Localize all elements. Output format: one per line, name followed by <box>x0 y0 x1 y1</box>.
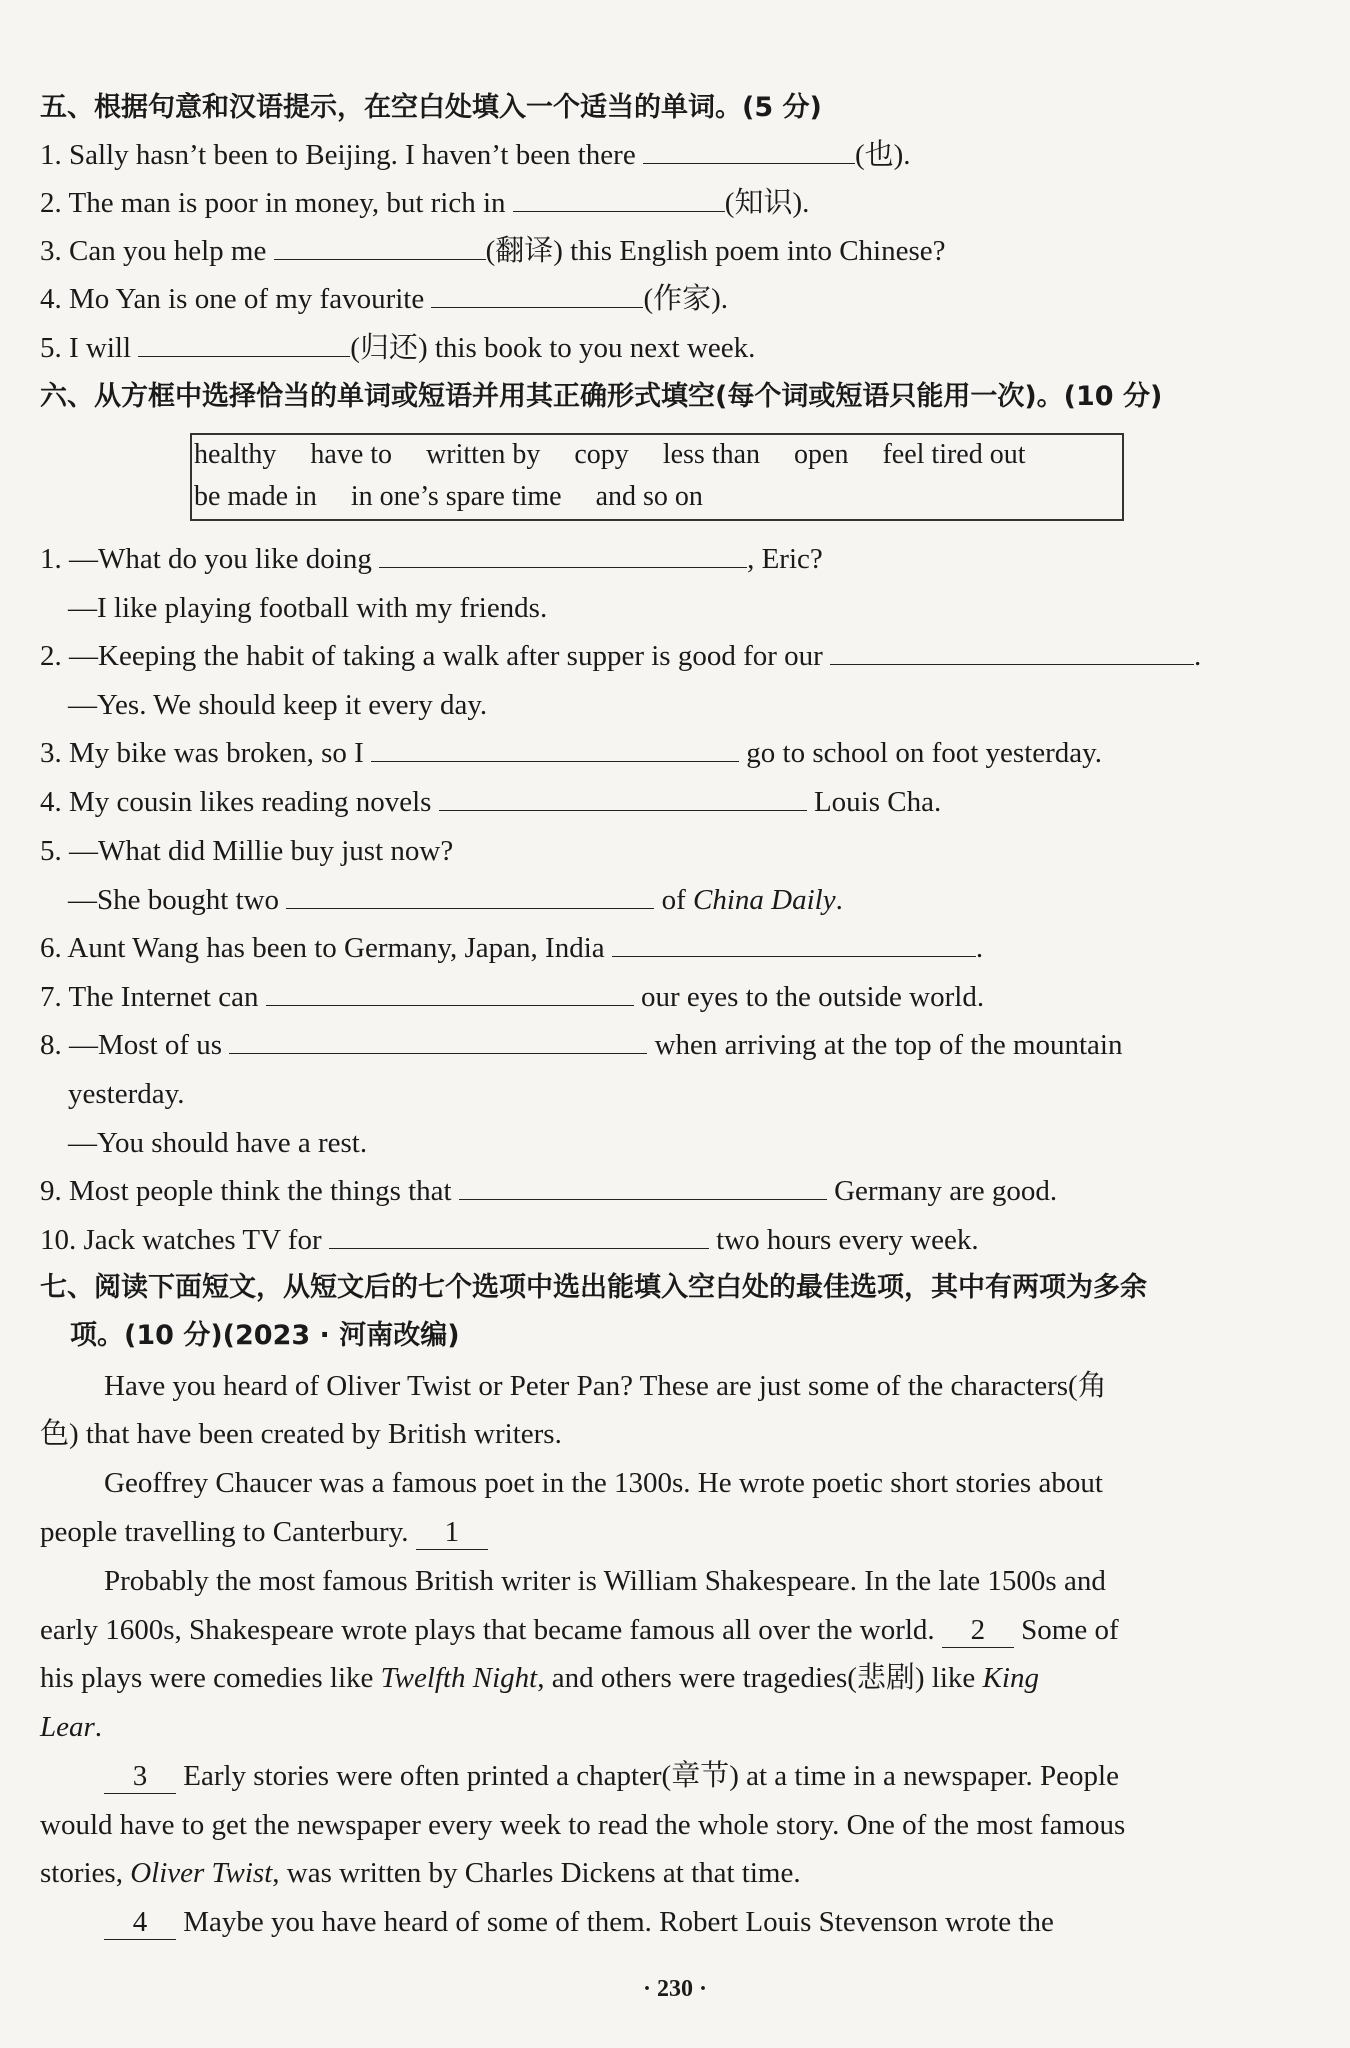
answer-blank[interactable] <box>379 541 747 568</box>
answer-blank[interactable] <box>274 233 486 260</box>
answer-blank[interactable] <box>439 784 807 811</box>
s6-q9: 9. Most people think the things that Germany are good. <box>40 1175 1058 1207</box>
section7-heading-cont: 项。(10 分)(2023 · 河南改编) <box>70 1320 460 1351</box>
word-option: copy <box>574 439 629 470</box>
answer-blank[interactable] <box>286 882 654 909</box>
word-option: be made in <box>194 481 317 512</box>
passage-line: Geoffrey Chaucer was a famous poet in the 1300s. He wrote poetic short stories about <box>104 1467 1103 1499</box>
section6-heading: 六、从方框中选择恰当的单词或短语并用其正确形式填空(每个词或短语只能用一次)。(10 分) <box>40 381 1163 412</box>
answer-blank[interactable] <box>612 930 976 957</box>
gap-2[interactable]: 2 <box>942 1613 1014 1648</box>
word-option: open <box>794 439 849 470</box>
passage-line: 色) that have been created by British writers. <box>40 1418 562 1450</box>
s6-q3: 3. My bike was broken, so I go to school on foot yesterday. <box>40 737 1103 769</box>
s5-item-2: 2. The man is poor in money, but rich in (知识). <box>40 187 810 219</box>
word-option: feel tired out <box>882 439 1026 470</box>
answer-blank[interactable] <box>371 735 739 762</box>
s5-item-4: 4. Mo Yan is one of my favourite (作家). <box>40 283 729 315</box>
s6-q5: 5. —What did Millie buy just now? <box>40 835 454 867</box>
answer-blank[interactable] <box>830 638 1194 665</box>
page-number: · 230 · <box>642 1976 707 2002</box>
s5-item-1: 1. Sally hasn’t been to Beijing. I haven’t been there (也). <box>40 139 911 171</box>
passage-line: stories, Oliver Twist, was written by Charles Dickens at that time. <box>40 1857 801 1889</box>
answer-blank[interactable] <box>459 1173 827 1200</box>
s6-q2-answer: —Yes. We should keep it every day. <box>68 689 488 721</box>
passage-line: people travelling to Canterbury. 1 <box>40 1512 1280 1552</box>
word-option: in one’s spare time <box>350 481 562 512</box>
s6-q8-answer: —You should have a rest. <box>68 1127 368 1159</box>
answer-blank[interactable] <box>229 1027 647 1054</box>
gap-3[interactable]: 3 <box>104 1759 176 1794</box>
word-option: have to <box>310 439 393 470</box>
s6-q8-cont: yesterday. <box>68 1078 185 1110</box>
passage-line: early 1600s, Shakespeare wrote plays that became famous all over the world. 2 Some of <box>40 1614 1119 1646</box>
gap-1[interactable]: 1 <box>416 1515 488 1550</box>
answer-blank[interactable] <box>329 1222 709 1249</box>
answer-blank[interactable] <box>431 281 643 308</box>
s6-q6: 6. Aunt Wang has been to Germany, Japan, India . <box>40 932 984 964</box>
s5-item-5: 5. I will (归还) this book to you next week. <box>40 332 756 364</box>
s6-q4: 4. My cousin likes reading novels Louis Cha. <box>40 786 942 818</box>
s6-q5-answer: —She bought two of China Daily. <box>68 884 843 916</box>
s6-q7: 7. The Internet can our eyes to the outside world. <box>40 981 985 1013</box>
passage-line: his plays were comedies like Twelfth Night, and others were tragedies(悲剧) like King <box>40 1662 1039 1694</box>
s6-q2: 2. —Keeping the habit of taking a walk after supper is good for our . <box>40 640 1202 672</box>
passage-line: 4 Maybe you have heard of some of them. Robert Louis Stevenson wrote the <box>104 1902 1280 1942</box>
word-box-row-2 <box>194 477 737 517</box>
word-option: healthy <box>194 439 277 470</box>
answer-blank[interactable] <box>643 137 855 164</box>
s6-q1: 1. —What do you like doing , Eric? <box>40 543 823 575</box>
section5-heading: 五、根据句意和汉语提示，在空白处填入一个适当的单词。(5 分) <box>40 92 822 123</box>
answer-blank[interactable] <box>513 185 725 212</box>
s6-q8: 8. —Most of us when arriving at the top of the mountain <box>40 1029 1123 1061</box>
s6-q1-answer: —I like playing football with my friends. <box>68 592 548 624</box>
word-box-row-1 <box>194 435 1026 475</box>
passage-line: 3 Early stories were often printed a chapter(章节) at a time in a newspaper. People <box>104 1756 1280 1796</box>
section7-heading: 七、阅读下面短文，从短文后的七个选项中选出能填入空白处的最佳选项，其中有两项为多余 <box>40 1272 1147 1303</box>
passage-line: Have you heard of Oliver Twist or Peter Pan? These are just some of the characters(角 <box>104 1370 1107 1402</box>
passage-line: would have to get the newspaper every week to read the whole story. One of the most famous <box>40 1809 1126 1841</box>
answer-blank[interactable] <box>266 979 634 1006</box>
s5-item-3: 3. Can you help me (翻译) this English poem into Chinese? <box>40 235 946 267</box>
passage-line: Lear. <box>40 1711 103 1743</box>
word-box <box>190 433 1124 521</box>
gap-4[interactable]: 4 <box>104 1905 176 1940</box>
answer-blank[interactable] <box>138 330 350 357</box>
s6-q10: 10. Jack watches TV for two hours every week. <box>40 1224 979 1256</box>
passage-line: Probably the most famous British writer is William Shakespeare. In the late 1500s and <box>104 1565 1106 1597</box>
word-option: less than <box>662 439 761 470</box>
word-option: written by <box>426 439 541 470</box>
word-option: and so on <box>595 481 703 512</box>
